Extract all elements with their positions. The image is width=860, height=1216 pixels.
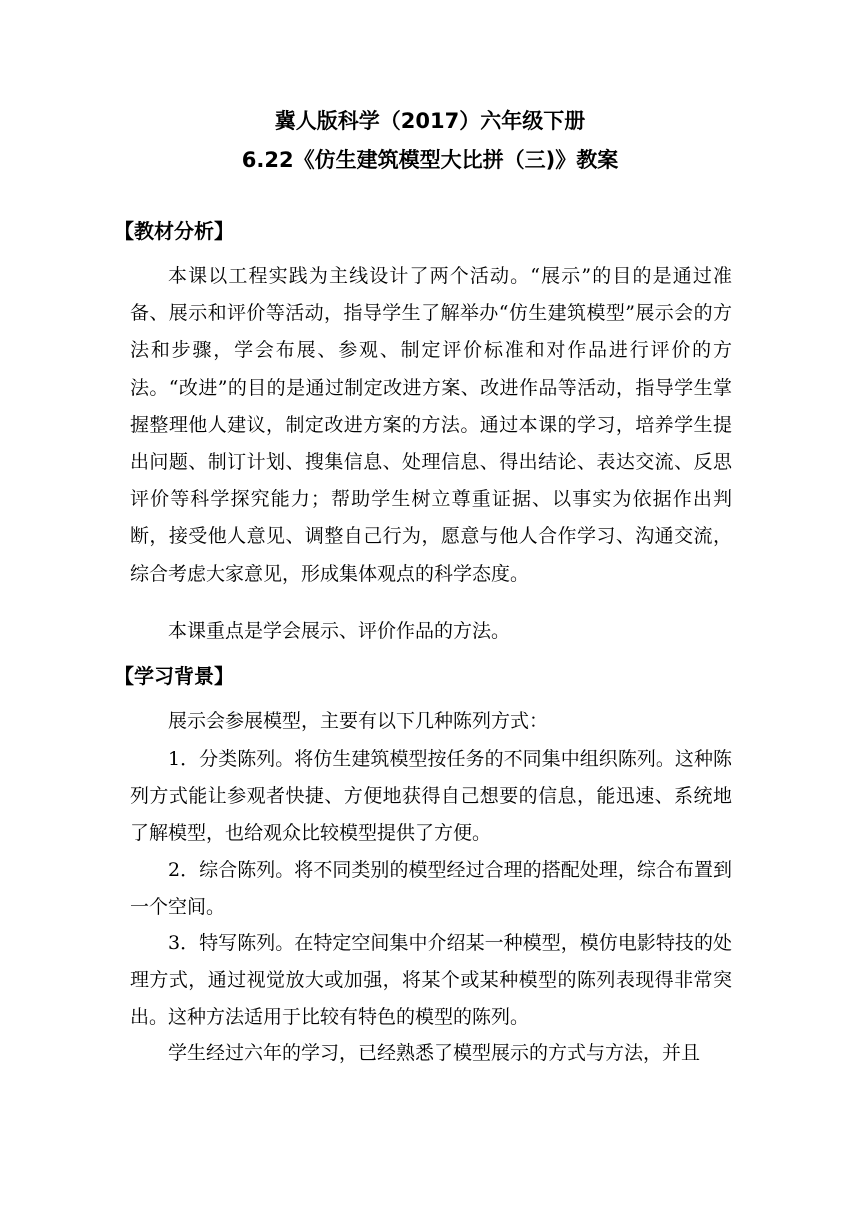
paragraph-display-intro: 展示会参展模型，主要有以下几种陈列方式： xyxy=(168,710,549,732)
paragraph-comprehensive-display: 2．综合陈列。将不同类别的模型经过合理的搭配处理，综合布置到一个空间。 xyxy=(130,859,732,919)
document-title-line2: 6.22《仿生建筑模型大比拼（三)》教案 xyxy=(241,148,619,172)
paragraph-feature-display: 3．特写陈列。在特定空间集中介绍某一种模型，模仿电影特技的处理方式，通过视觉放大或加强，将某个或某种模型的陈列表现得非常突出。这种方法适用于比较有特色的模型的陈列。 xyxy=(130,932,732,1029)
paragraph-lesson-focus: 本课重点是学会展示、评价作品的方法。 xyxy=(168,620,511,642)
document-title-line1: 冀人版科学（2017）六年级下册 xyxy=(274,109,586,133)
paragraph-textbook-analysis: 本课以工程实践为主线设计了两个活动。“展示”的目的是通过准备、展示和评价等活动，指导学生了解举办“仿生建筑模型”展示会的方法和步骤，学会布展、参观、制定评价标准和对作品进行评价的方法。“改进”的目的是通过制定改进方案、改进作品等活动，指导学生掌握整理他人建议，制定改进方案的方法。通过本课的学习，培养学生提出问题、制订计划、搜集信息、处理信息、得出结论、表达交流、反思评价等科学探究能力；帮助学生树立尊重证据、以事实为依据作出判断，接受他人意见、调整自己行为，愿意与他人合作学习、沟通交流，综合考虑大家意见，形成集体观点的科学态度。 xyxy=(130,265,732,585)
section-heading-learning-background: 【学习背景】 xyxy=(114,664,234,688)
section-heading-textbook-analysis: 【教材分析】 xyxy=(114,219,234,243)
paragraph-category-display: 1．分类陈列。将仿生建筑模型按任务的不同集中组织陈列。这种陈列方式能让参观者快捷、方便地获得自己想要的信息，能迅速、系统地了解模型，也给观众比较模型提供了方便。 xyxy=(130,748,732,845)
paragraph-student-background: 学生经过六年的学习，已经熟悉了模型展示的方式与方法，并且 xyxy=(168,1042,701,1064)
